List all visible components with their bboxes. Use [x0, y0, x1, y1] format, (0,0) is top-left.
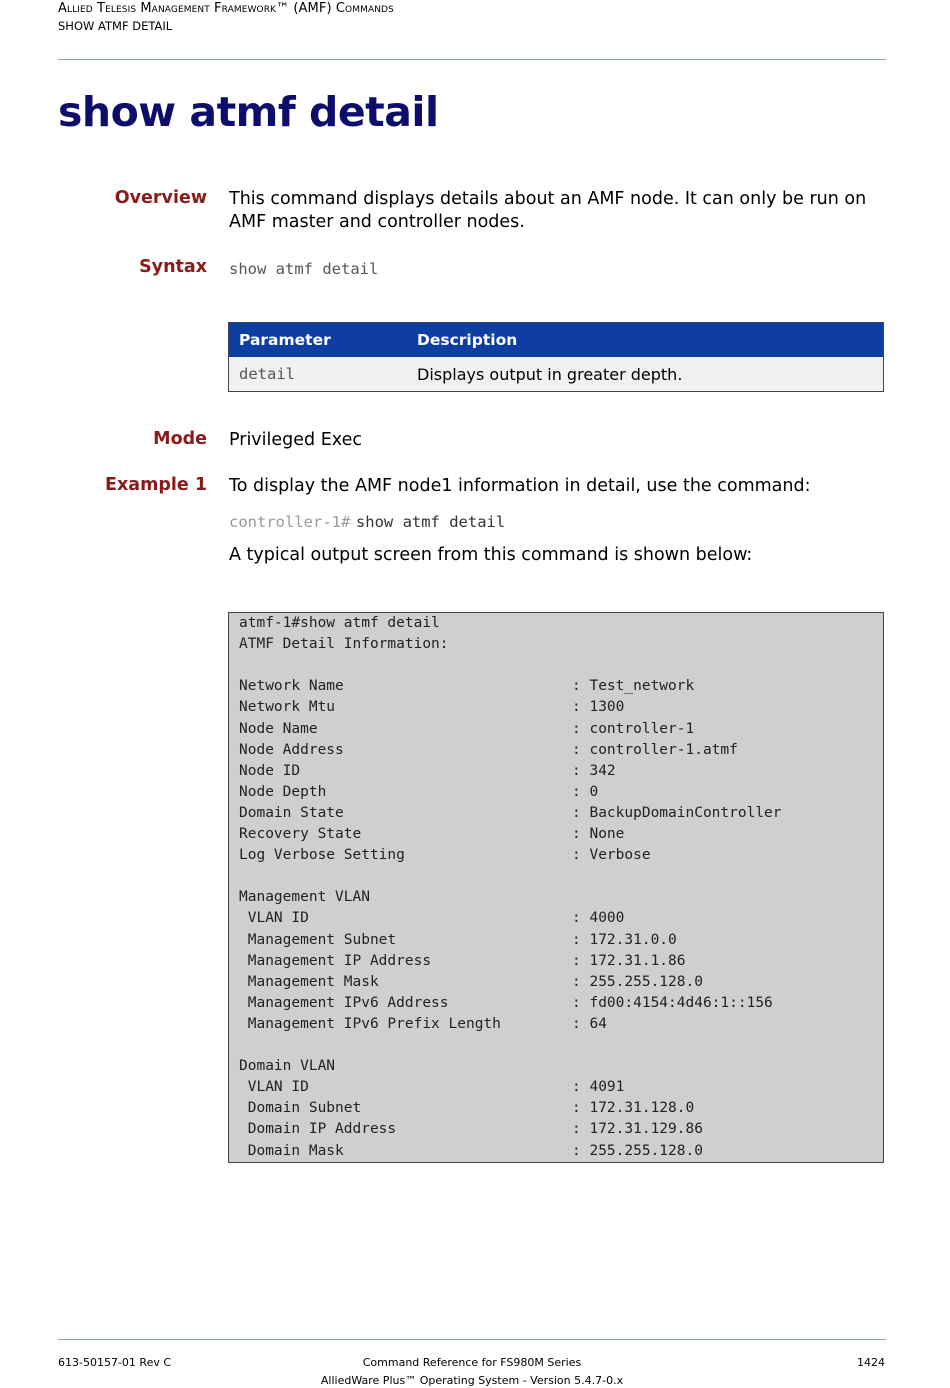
output-line-value: : 4091 [572, 1079, 625, 1096]
output-line-key: Network Mtu [239, 699, 336, 716]
footer-doc-id: 613-50157-01 Rev C [58, 1356, 172, 1369]
syntax-label: Syntax [139, 257, 207, 277]
example-command: show atmf detail [355, 513, 506, 531]
footer-page-number: 1424 [857, 1356, 885, 1369]
output-line-value: : Test_network [572, 678, 695, 695]
parameter-table [228, 322, 884, 392]
syntax-command: show atmf detail [229, 260, 379, 278]
example-command-line [229, 511, 869, 534]
output-line-value: : 172.31.0.0 [572, 931, 677, 948]
output-line-value: : 342 [572, 762, 616, 779]
footer-os-version: AlliedWare Plus™ Operating System - Version 5.4.7-0.x [320, 1374, 624, 1387]
output-line-value: : fd00:4154:4d46:1::156 [572, 994, 773, 1011]
output-line-key: Log Verbose Setting [239, 847, 405, 864]
header-divider [58, 59, 886, 60]
description-column-header: Description [407, 323, 884, 358]
output-line-value: : 0 [572, 783, 599, 800]
output-line-key: Node Name [239, 720, 318, 737]
mode-text: Privileged Exec [229, 430, 362, 450]
example-prompt: controller-1# [229, 513, 351, 531]
output-line-value: : 255.255.128.0 [572, 973, 703, 990]
output-line-key: Node ID [239, 762, 301, 779]
footer-doc-title: Command Reference for FS980M Series [362, 1356, 582, 1369]
output-line-key: Domain Mask [239, 1142, 344, 1159]
output-line-value: : 1300 [572, 699, 625, 716]
output-line-key: ATMF Detail Information: [239, 636, 449, 653]
output-line-value: : 64 [572, 1015, 607, 1032]
example-after-text: A typical output screen from this command is shown below: [229, 545, 753, 565]
output-line-key: atmf-1#show atmf detail [239, 615, 440, 631]
output-line-key: Node Depth [239, 783, 327, 800]
output-line-value: : 172.31.129.86 [572, 1121, 703, 1138]
mode-label: Mode [153, 429, 207, 449]
output-line-key: Domain State [239, 804, 344, 821]
running-header-chapter: Allied Telesis Management Framework™ (AMF) Commands [58, 1, 394, 16]
output-line-key: Management Subnet [239, 931, 397, 948]
output-line-key: VLAN ID [239, 910, 309, 927]
parameter-cell: detail [229, 357, 408, 392]
output-line-key: Domain IP Address [239, 1121, 397, 1138]
overview-label: Overview [114, 188, 207, 208]
output-line-value: : 172.31.1.86 [572, 952, 686, 969]
description-cell: Displays output in greater depth. [407, 357, 884, 392]
output-line-value: : 4000 [572, 910, 625, 927]
example-intro: To display the AMF node1 information in detail, use the command: [229, 476, 811, 496]
output-line-key: Node Address [239, 741, 344, 758]
footer-divider [58, 1339, 886, 1340]
output-code-block [228, 612, 884, 1163]
example-label: Example 1 [105, 475, 207, 495]
running-header-section: SHOW ATMF DETAIL [58, 19, 173, 33]
output-line-value: : BackupDomainController [572, 804, 782, 821]
output-line-key: VLAN ID [239, 1079, 309, 1096]
output-line-key: Management IPv6 Prefix Length [239, 1015, 501, 1032]
output-line-value: : controller-1.atmf [572, 741, 738, 758]
output-line-value: : 172.31.128.0 [572, 1100, 695, 1117]
output-line-key: Domain VLAN [239, 1058, 336, 1075]
output-line-key: Network Name [239, 678, 344, 695]
output-line-key: Management IP Address [239, 952, 432, 969]
output-line-value: : Verbose [572, 847, 651, 864]
page-title: show atmf detail [58, 88, 439, 136]
overview-text: This command displays details about an AMF node. It can only be run on AMF master and controller nodes. [229, 189, 867, 232]
parameter-table-header [229, 323, 884, 358]
output-line-value: : controller-1 [572, 720, 695, 737]
output-line-key: Management Mask [239, 973, 379, 990]
output-line-value: : 255.255.128.0 [572, 1142, 703, 1159]
output-line-key: Management VLAN [239, 889, 370, 906]
parameter-column-header: Parameter [229, 323, 408, 358]
output-line-key: Recovery State [239, 826, 362, 842]
output-line-value: : None [572, 826, 625, 842]
output-line-key: Management IPv6 Address [239, 994, 449, 1011]
output-line-key: Domain Subnet [239, 1100, 362, 1117]
table-row [229, 357, 884, 392]
